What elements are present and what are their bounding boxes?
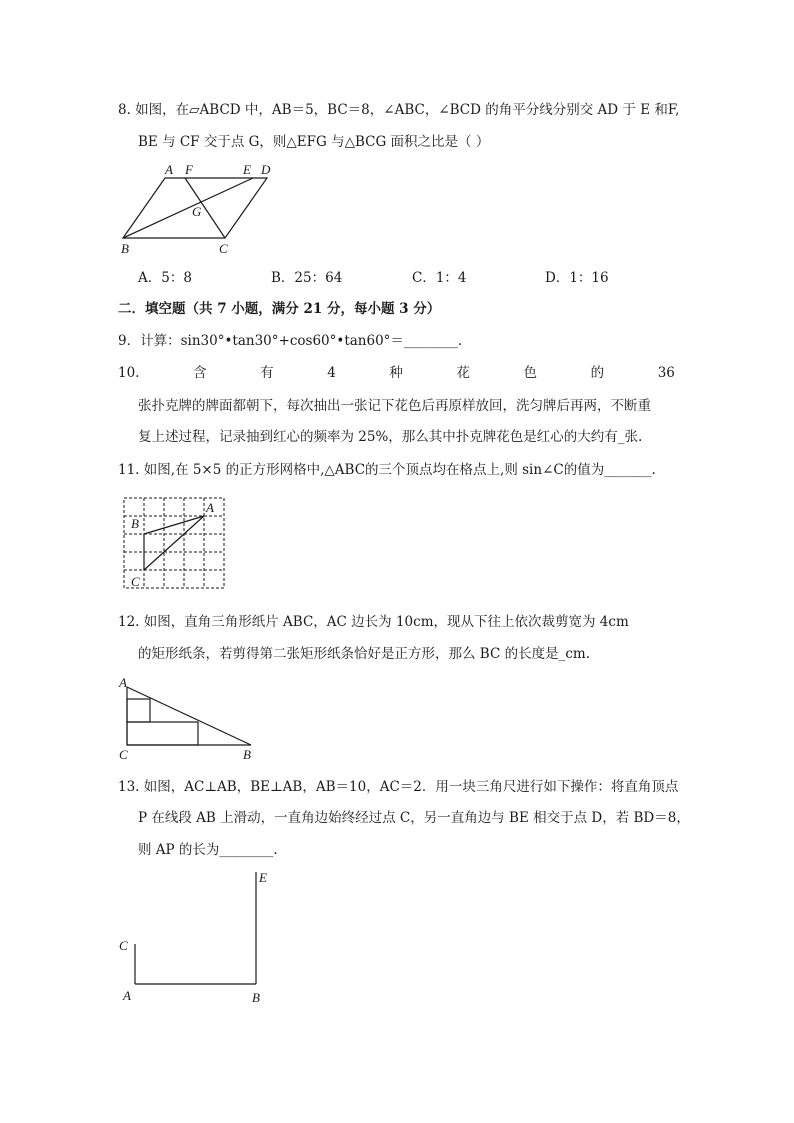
q8-line2: BE 与 CF 交于点 G，则△EFG 与△BCG 面积之比是（ ） bbox=[138, 134, 490, 150]
q11-label-a: A bbox=[206, 500, 214, 515]
q13-label-b: B bbox=[252, 990, 260, 1005]
q10-word: 花 bbox=[456, 365, 470, 381]
q13-label-c: C bbox=[119, 938, 128, 953]
q10-line2: 张扑克牌的牌面都朝下，每次抽出一张记下花色后再原样放回，洗匀牌后再两，不断重 bbox=[138, 398, 651, 414]
q10-line3: 复上述过程，记录抽到红心的频率为 25%，那么其中扑克牌花色是红心的大约有_张. bbox=[138, 429, 643, 445]
q12-label-c: C bbox=[119, 747, 128, 762]
q8-option-b: B．25：64 bbox=[271, 270, 343, 286]
q13-line2: P 在线段 AB 上滑动，一直角边始终经过点 C，另一直角边与 BE 相交于点 D，若 BD＝8， bbox=[138, 810, 690, 826]
q8-label-d: D bbox=[261, 162, 271, 177]
q8-label-b: B bbox=[121, 241, 129, 256]
q13-label-e: E bbox=[259, 870, 267, 885]
q13-line3: 则 AP 的长为________. bbox=[138, 842, 278, 858]
q10-word: 36 bbox=[657, 365, 675, 381]
q12-line2: 的矩形纸条，若剪得第二张矩形纸条恰好是正方形，那么 BC 的长度是_cm. bbox=[138, 646, 590, 662]
q8-label-c: C bbox=[219, 241, 228, 256]
q8-option-c: C．1：4 bbox=[412, 270, 467, 286]
q11-label-b: B bbox=[131, 516, 139, 531]
q12-label-b: B bbox=[243, 747, 251, 762]
q13-line1: 13. 如图，AC⊥AB，BE⊥AB，AB＝10，AC＝2．用一块三角尺进行如下操作：将直角顶点 bbox=[118, 779, 679, 795]
q11-grid-figure bbox=[120, 494, 230, 594]
q8-parallelogram-figure bbox=[115, 162, 295, 257]
q8-label-f: F bbox=[185, 162, 193, 177]
q12-label-a: A bbox=[119, 675, 127, 690]
q10-word: 种 bbox=[389, 365, 403, 381]
q10-word: 的 bbox=[590, 365, 605, 381]
q9-line1: 9．计算：sin30°•tan30°+cos60°•tan60°＝________. bbox=[118, 333, 463, 349]
q10-word: 4 bbox=[327, 365, 336, 381]
q12-triangle-figure bbox=[115, 675, 265, 760]
q11-label-c: C bbox=[131, 574, 140, 589]
q10-word: 10. bbox=[118, 365, 140, 381]
q8-label-e: E bbox=[243, 162, 251, 177]
q13-figure bbox=[115, 866, 285, 1006]
q13-label-a: A bbox=[123, 988, 131, 1003]
q11-line1: 11. 如图,在 5×5 的正方形网格中,△ABC的三个顶点均在格点上,则 sin∠C的值为_______. bbox=[118, 462, 656, 478]
q8-option-a: A．5：8 bbox=[138, 270, 192, 286]
section2-heading: 二．填空题（共 7 小题，满分 21 分，每小题 3 分） bbox=[118, 301, 441, 317]
q8-option-d: D．1：16 bbox=[545, 270, 609, 286]
q10-word: 含 bbox=[193, 365, 207, 381]
q10-line1 bbox=[118, 367, 675, 381]
q8-label-a: A bbox=[165, 162, 173, 177]
q8-label-g: G bbox=[192, 204, 202, 219]
q12-line1: 12. 如图，直角三角形纸片 ABC，AC 边长为 10cm，现从下往上依次裁剪宽为 4cm bbox=[118, 614, 629, 630]
q10-word: 有 bbox=[260, 365, 274, 381]
q8-line1: 8. 如图，在▱ABCD 中，AB＝5，BC＝8，∠ABC，∠BCD 的角平分线分别交 AD 于 E 和F, bbox=[118, 102, 680, 118]
q10-word: 色 bbox=[523, 365, 538, 381]
